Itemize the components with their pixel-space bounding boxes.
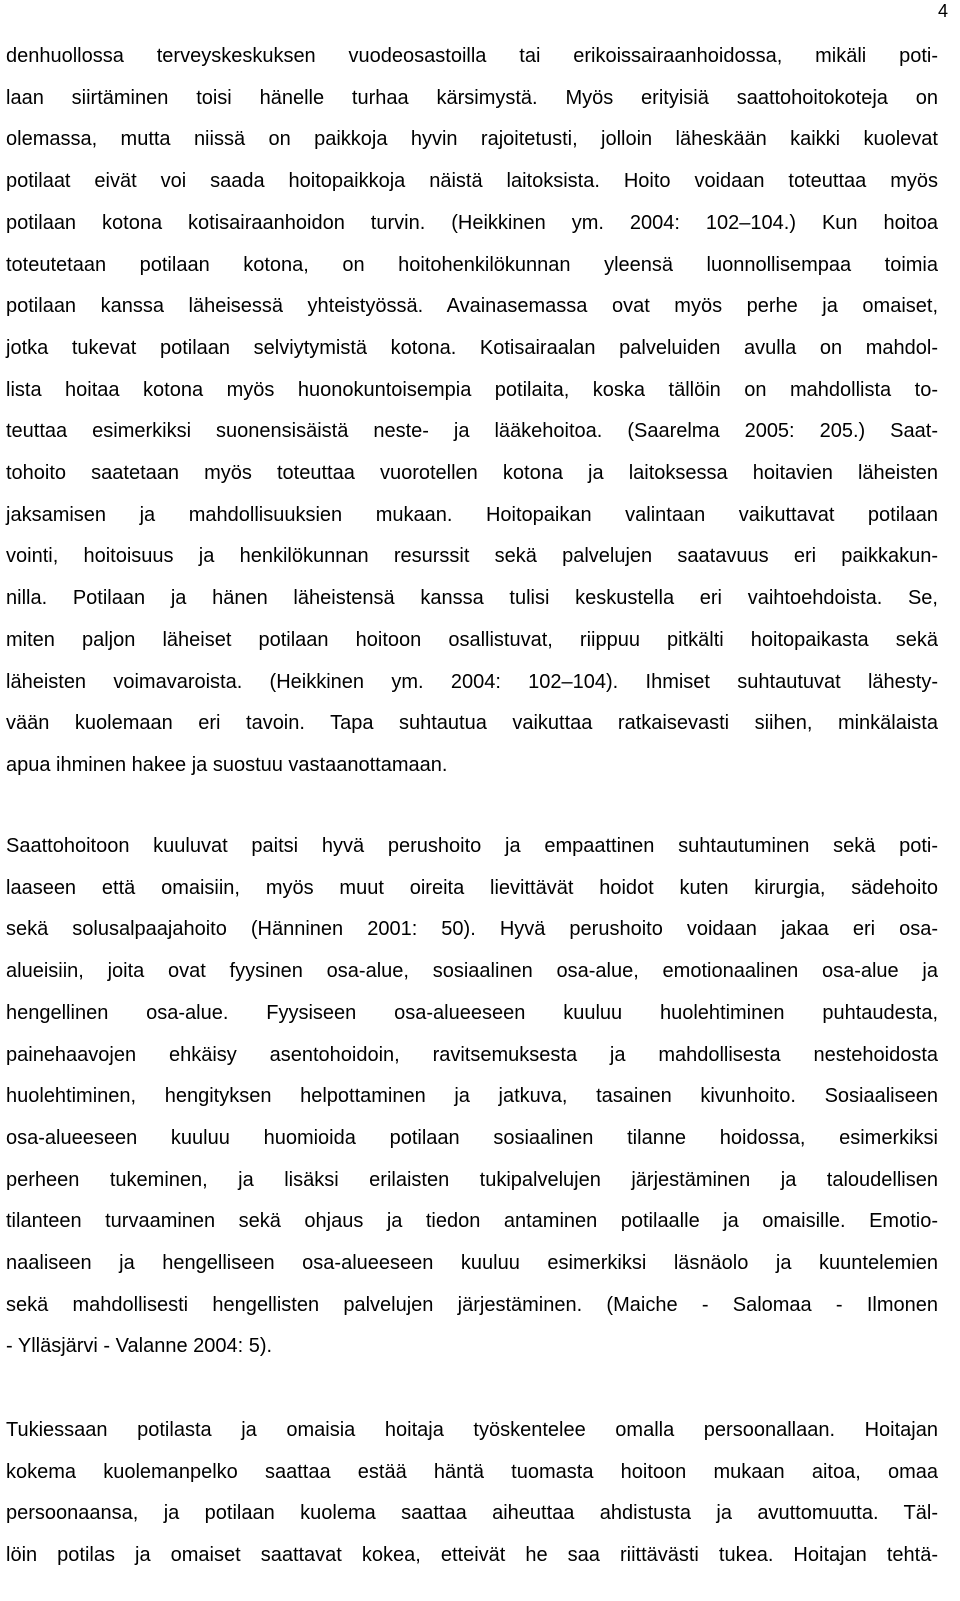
- text-line: alueisiin, joita ovat fyysinen osa-alue, sosiaalinen osa-alue, emotionaalinen osa-alue ja: [6, 960, 938, 983]
- page-number: 4: [937, 1, 948, 21]
- text-line: lista hoitaa kotona myös huonokuntoisempia potilaita, koska tällöin on mahdollista to-: [6, 378, 938, 401]
- text-line: vointi, hoitoisuus ja henkilökunnan resurssit sekä palvelujen saatavuus eri paikkakun-: [6, 545, 938, 568]
- text-line: denhuollossa terveyskeskuksen vuodeosastoilla tai erikoissairaanhoidossa, mikäli poti-: [6, 45, 938, 67]
- text-line: tilanteen turvaaminen sekä ohjaus ja tiedon antaminen potilaalle ja omaisille. Emotio-: [6, 1210, 938, 1233]
- text-line: Tukiessaan potilasta ja omaisia hoitaja työskentelee omalla persoonallaan. Hoitajan: [6, 1419, 938, 1441]
- text-line: huolehtiminen, hengityksen helpottaminen ja jatkuva, tasainen kivunhoito. Sosiaaliseen: [6, 1085, 938, 1108]
- text-line: vään kuolemaan eri tavoin. Tapa suhtautua vaikuttaa ratkaisevasti siihen, minkälaista: [6, 712, 938, 735]
- text-line: potilaan kotona kotisairaanhoidon turvin. (Heikkinen ym. 2004: 102–104.) Kun hoitoa: [6, 211, 938, 234]
- text-line: sekä solusalpaajahoito (Hänninen 2001: 50). Hyvä perushoito voidaan jakaa eri osa-: [6, 918, 938, 941]
- text-line: painehaavojen ehkäisy asentohoidoin, ravitsemuksesta ja mahdollisesta nestehoidosta: [6, 1043, 938, 1066]
- text-line: nilla. Potilaan ja hänen läheistensä kanssa tulisi keskustella eri vaihtoehdoista. Se,: [6, 587, 938, 610]
- text-line: hengellinen osa-alue. Fyysiseen osa-alueeseen kuuluu huolehtiminen puhtaudesta,: [6, 1001, 938, 1024]
- text-line: sekä mahdollisesti hengellisten palvelujen järjestäminen. (Maiche - Salomaa - Ilmonen: [6, 1293, 938, 1316]
- text-line: potilaan kanssa läheisessä yhteistyössä. Avainasemassa ovat myös perhe ja omaiset,: [6, 295, 938, 318]
- text-line: perheen tukeminen, ja lisäksi erilaisten tukipalvelujen järjestäminen ja taloudellisen: [6, 1168, 938, 1191]
- text-line: Saattohoitoon kuuluvat paitsi hyvä perushoito ja empaattinen suhtautuminen sekä poti-: [6, 835, 938, 857]
- text-line: kokema kuolemanpelko saattaa estää häntä tuomasta hoitoon mukaan aitoa, omaa: [6, 1460, 938, 1483]
- text-line: apua ihminen hakee ja suostuu vastaanottamaan.: [6, 753, 448, 776]
- text-line: läheisten voimavaroista. (Heikkinen ym. 2004: 102–104). Ihmiset suhtautuvat lähesty-: [6, 670, 938, 693]
- text-line: olemassa, mutta niissä on paikkoja hyvin rajoitetusti, jolloin läheskään kaikki kuolevat: [6, 128, 938, 151]
- text-line: jaksamisen ja mahdollisuuksien mukaan. Hoitopaikan valintaan vaikuttavat potilaan: [6, 503, 938, 526]
- text-line: potilaat eivät voi saada hoitopaikkoja näistä laitoksista. Hoito voidaan toteuttaa myös: [6, 170, 938, 193]
- text-line: toteutetaan potilaan kotona, on hoitohenkilökunnan yleensä luonnollisempaa toimia: [6, 253, 938, 276]
- text-line: teuttaa esimerkiksi suonensisäistä neste- ja lääkehoitoa. (Saarelma 2005: 205.) Saat-: [6, 420, 938, 443]
- text-line: laaseen että omaisiin, myös muut oireita lievittävät hoidot kuten kirurgia, sädehoito: [6, 876, 938, 899]
- text-line: tohoito saatetaan myös toteuttaa vuorotellen kotona ja laitoksessa hoitavien läheisten: [6, 462, 938, 484]
- text-line: laan siirtäminen toisi hänelle turhaa kärsimystä. Myös erityisiä saattohoitokoteja on: [6, 86, 938, 109]
- text-line: osa-alueeseen kuuluu huomioida potilaan sosiaalinen tilanne hoidossa, esimerkiksi: [6, 1126, 938, 1149]
- text-line: - Ylläsjärvi - Valanne 2004: 5).: [6, 1335, 273, 1358]
- text-line: naaliseen ja hengelliseen osa-alueeseen kuuluu esimerkiksi läsnäolo ja kuuntelemien: [6, 1252, 938, 1274]
- text-line: miten paljon läheiset potilaan hoitoon osallistuvat, riippuu pitkälti hoitopaikasta sekä: [6, 628, 938, 651]
- text-line: persoonaansa, ja potilaan kuolema saattaa aiheuttaa ahdistusta ja avuttomuutta. Täl-: [6, 1502, 938, 1525]
- text-line: löin potilas ja omaiset saattavat kokea, etteivät he saa riittävästi tukea. Hoitajan tehtä-: [6, 1544, 938, 1567]
- text-line: jotka tukevat potilaan selviytymistä kotona. Kotisairaalan palveluiden avulla on mahdol-: [6, 336, 938, 359]
